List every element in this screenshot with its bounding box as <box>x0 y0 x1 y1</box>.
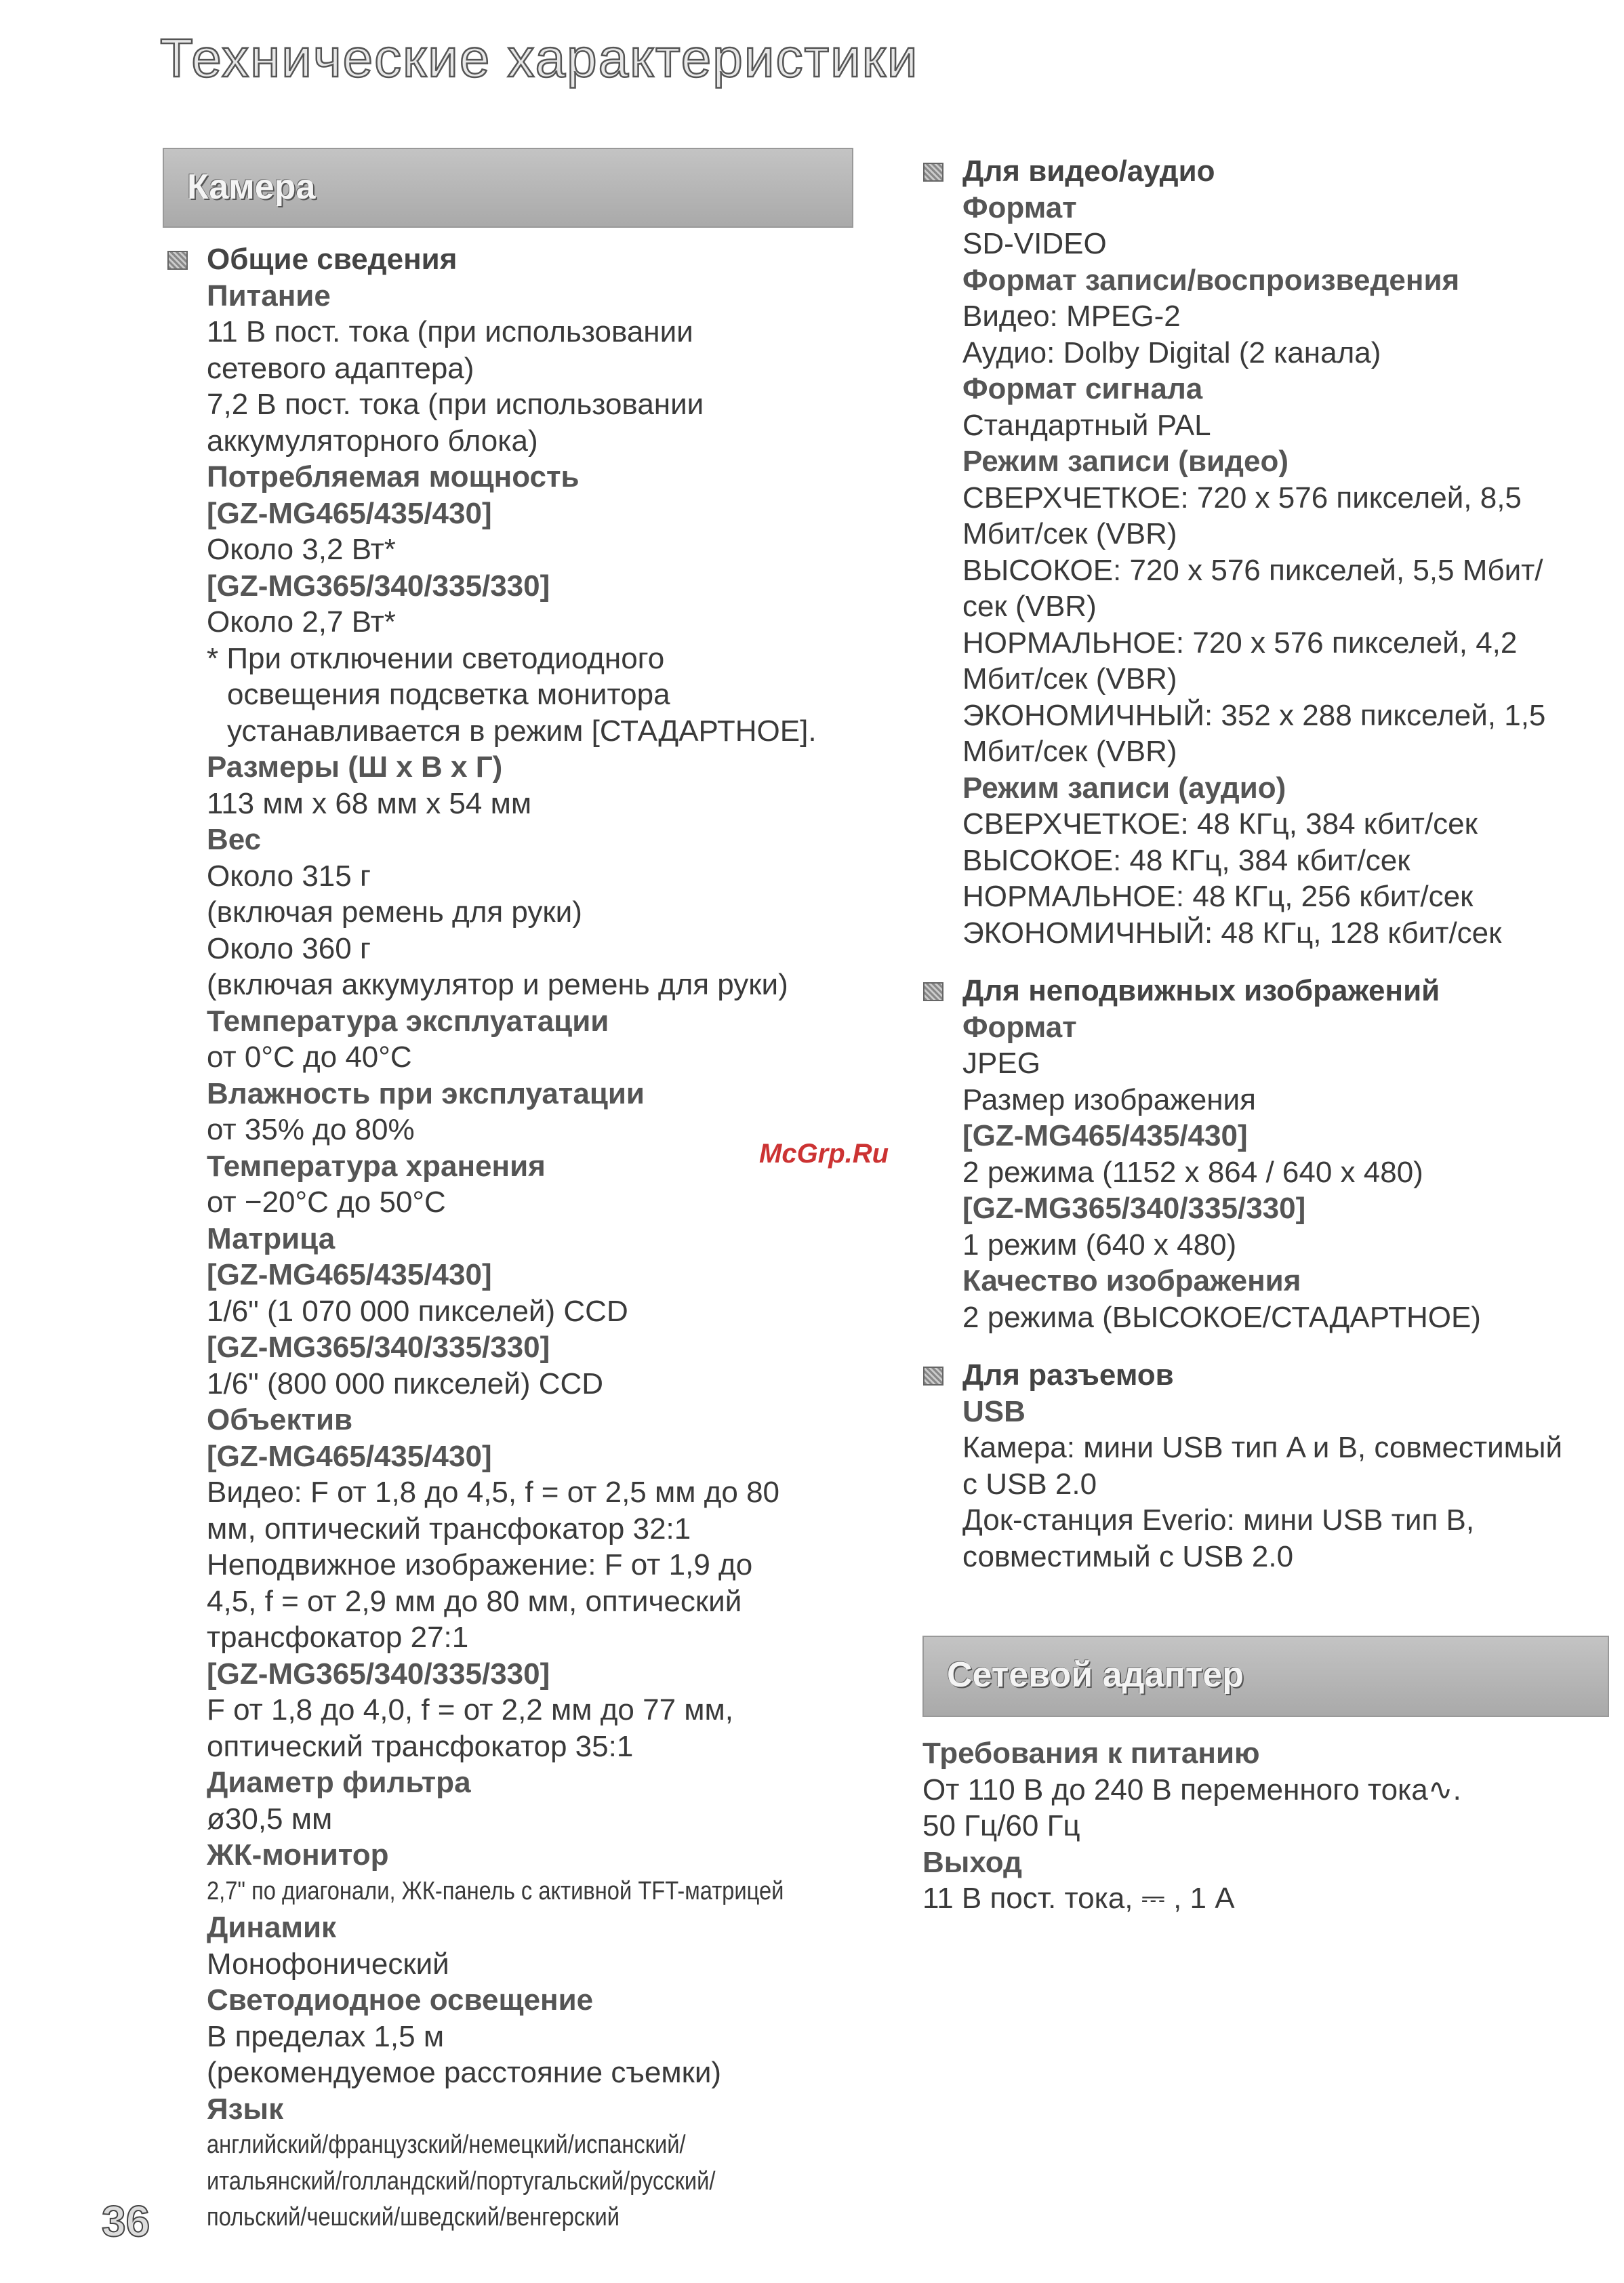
spec-value <box>207 386 857 423</box>
spec-label <box>207 822 857 858</box>
subsection-heading <box>962 1357 1613 1394</box>
line-text: мм, оптический трансфокатор 32:1 <box>207 1512 691 1545</box>
line-text: [GZ-MG365/340/335/330] <box>207 1657 550 1691</box>
line-text: оптический трансфокатор 35:1 <box>207 1729 634 1763</box>
spec-label <box>962 1190 1613 1227</box>
line-text: F от 1,8 до 4,0, f = от 2,2 мм до 77 мм, <box>207 1693 733 1726</box>
spec-value <box>207 1184 857 1221</box>
line-text: Мбит/сек (VBR) <box>962 735 1177 768</box>
line-text: 2 режима (ВЫСОКОЕ/СТАДАРТНОЕ) <box>962 1300 1481 1334</box>
line-text: 2 режима (1152 x 864 / 640 x 480) <box>962 1155 1423 1189</box>
line-text: совместимый с USB 2.0 <box>962 1539 1294 1573</box>
line-text: 11 В пост. тока (при использовании <box>207 315 693 348</box>
section-header-label: Сетевой адаптер <box>947 1655 1244 1695</box>
spec-value <box>962 843 1613 879</box>
spec-value <box>962 1430 1613 1466</box>
line-text: 50 Гц/60 Гц <box>922 1809 1080 1842</box>
line-text: Около 2,7 Вт* <box>207 605 396 639</box>
line-text: от 35% до 80% <box>207 1113 415 1146</box>
line-text: [GZ-MG365/340/335/330] <box>207 569 550 603</box>
spec-label <box>962 443 1613 480</box>
line-text: 1/6" (1 070 000 пикселей) CCD <box>207 1294 628 1328</box>
line-text: Видео: MPEG-2 <box>962 300 1181 333</box>
line-text: Камера: мини USB тип A и B, совместимый <box>962 1431 1563 1464</box>
line-text: Для разъемов <box>962 1358 1174 1392</box>
spec-value <box>962 1502 1613 1539</box>
spec-value <box>207 423 857 460</box>
spec-value <box>962 1045 1613 1082</box>
spec-label <box>207 278 857 315</box>
spec-value <box>207 2164 767 2200</box>
line-text: Объектив <box>207 1403 353 1436</box>
spec-value <box>207 1801 857 1838</box>
spec-value <box>207 1583 857 1620</box>
line-text: 2,7" по диагонали, ЖК-панель с активной TFT-матрицей <box>207 1876 784 1905</box>
line-text: Общие сведения <box>207 243 458 276</box>
spec-value <box>962 407 1613 444</box>
line-text: Мбит/сек (VBR) <box>962 662 1177 695</box>
line-text: Язык <box>207 2092 284 2126</box>
line-text: Формат <box>962 1010 1077 1044</box>
spec-label <box>922 1844 1600 1881</box>
spec-label <box>962 262 1613 299</box>
spec-value <box>962 806 1613 843</box>
spec-value <box>962 878 1613 915</box>
square-bullet-icon <box>167 251 188 270</box>
line-text: Динамик <box>207 1911 337 1944</box>
spec-label <box>962 1118 1613 1154</box>
spec-label <box>962 190 1613 226</box>
spec-value <box>962 1227 1613 1264</box>
line-text: 1/6" (800 000 пикселей) CCD <box>207 1367 604 1400</box>
spec-value <box>962 733 1613 770</box>
line-text: Около 315 г <box>207 859 371 893</box>
square-bullet-icon <box>923 1367 943 1386</box>
line-text: * При отключении светодиодного <box>207 641 665 675</box>
line-text: Размер изображения <box>962 1083 1256 1116</box>
line-text: СВЕРХЧЕТКОЕ: 48 КГц, 384 кбит/сек <box>962 807 1478 841</box>
spec-value <box>207 1366 857 1402</box>
line-text: НОРМАЛЬНОЕ: 48 КГц, 256 кбит/сек <box>962 880 1474 913</box>
line-text: (включая аккумулятор и ремень для руки) <box>207 968 788 1001</box>
section-header-label: Камера <box>187 167 316 207</box>
line-text: JPEG <box>962 1047 1040 1080</box>
line-text: [GZ-MG465/435/430] <box>207 1439 492 1473</box>
line-text: освещения подсветка монитора <box>227 678 670 711</box>
subsection-heading <box>962 153 1613 190</box>
square-bullet-icon <box>923 982 943 1001</box>
spec-label <box>207 1910 857 1946</box>
spec-label <box>207 1257 857 1293</box>
spec-value <box>962 698 1613 734</box>
section-header-camera <box>163 148 853 228</box>
line-text: Формат <box>962 190 1077 224</box>
spec-label <box>207 568 857 605</box>
line-text: Видео: F от 1,8 до 4,5, f = от 2,5 мм до 80 <box>207 1476 780 1509</box>
spec-label <box>207 1656 857 1693</box>
line-text: Аудио: Dolby Digital (2 канала) <box>962 336 1381 369</box>
spec-value <box>962 588 1613 625</box>
spec-value <box>207 1293 857 1330</box>
line-text: от −20°C до 50°C <box>207 1186 446 1219</box>
line-text: (включая ремень для руки) <box>207 895 582 929</box>
line-text: Стандартный PAL <box>962 408 1211 442</box>
spec-value <box>962 480 1613 517</box>
spec-label <box>207 749 857 786</box>
line-text: устанавливается в режим [СТАДАРТНОЕ]. <box>227 714 817 748</box>
spec-value <box>207 2019 857 2055</box>
spec-label <box>207 1003 857 1040</box>
square-bullet-icon <box>923 163 943 182</box>
spec-label <box>962 1394 1613 1430</box>
spec-label <box>922 1735 1600 1772</box>
line-text: 7,2 В пост. тока (при использовании <box>207 388 704 421</box>
line-text: Матрица <box>207 1221 336 1255</box>
line-text: USB <box>962 1394 1026 1428</box>
line-text: НОРМАЛЬНОЕ: 720 x 576 пикселей, 4,2 <box>962 626 1518 660</box>
spec-value <box>207 2055 857 2091</box>
line-text: английский/французский/немецкий/испанский/ <box>207 2130 686 2159</box>
spec-label <box>207 1221 857 1257</box>
line-text: В пределах 1,5 м <box>207 2019 445 2053</box>
spec-value <box>922 1880 1600 1917</box>
spec-label <box>207 1402 857 1438</box>
spec-value <box>207 1692 857 1729</box>
spec-value <box>207 858 857 895</box>
spec-value <box>207 2127 767 2164</box>
line-text: Выход <box>922 1845 1022 1879</box>
spec-label <box>207 1764 857 1801</box>
spec-value <box>962 552 1613 589</box>
line-text: [GZ-MG365/340/335/330] <box>962 1192 1306 1225</box>
spec-label <box>207 1329 857 1366</box>
spec-value <box>922 1808 1600 1844</box>
line-text: Около 3,2 Вт* <box>207 533 396 566</box>
line-text: Для видео/аудио <box>962 155 1215 188</box>
line-text: итальянский/голландский/португальский/русский/ <box>207 2166 716 2196</box>
spec-value <box>207 786 857 822</box>
spec-value <box>207 1474 857 1511</box>
line-text: Формат записи/воспроизведения <box>962 263 1460 297</box>
line-text: СВЕРХЧЕТКОЕ: 720 x 576 пикселей, 8,5 <box>962 481 1522 514</box>
line-text: Для неподвижных изображений <box>962 974 1440 1007</box>
line-text: [GZ-MG465/435/430] <box>962 1119 1248 1152</box>
line-text: сек (VBR) <box>962 590 1097 623</box>
line-text: Диаметр фильтра <box>207 1766 471 1799</box>
spec-value <box>962 226 1613 262</box>
line-text: ВЫСОКОЕ: 720 x 576 пикселей, 5,5 Мбит/ <box>962 553 1543 587</box>
spec-value <box>207 314 857 350</box>
line-text: сетевого адаптера) <box>207 351 474 385</box>
subsection-heading <box>207 241 857 278</box>
watermark: McGrp.Ru <box>759 1139 889 1169</box>
spec-value <box>207 1874 784 1910</box>
spec-label <box>962 1263 1613 1299</box>
line-text: от 0°C до 40°C <box>207 1041 412 1074</box>
line-text: Температура эксплуатации <box>207 1004 609 1038</box>
line-text: ЖК-монитор <box>207 1838 389 1872</box>
spec-value <box>207 1729 857 1765</box>
line-text: Светодиодное освещение <box>207 1983 594 2017</box>
line-text: SD-VIDEO <box>962 227 1107 260</box>
spec-value <box>207 604 857 641</box>
spec-label <box>207 1438 857 1475</box>
line-text: Мбит/сек (VBR) <box>962 517 1177 550</box>
spec-label <box>207 2091 857 2128</box>
spec-value <box>207 1039 857 1076</box>
spec-value <box>207 531 857 568</box>
spacer <box>962 1335 1613 1357</box>
line-text: [GZ-MG365/340/335/330] <box>207 1331 550 1364</box>
spacer <box>962 951 1613 973</box>
spec-label <box>207 1982 857 2019</box>
line-text: аккумуляторного блока) <box>207 424 538 458</box>
spec-value <box>962 1539 1613 1575</box>
page-number: 36 <box>102 2197 150 2246</box>
line-text: [GZ-MG465/435/430] <box>207 496 492 530</box>
line-text: Монофонический <box>207 1947 449 1981</box>
spec-label <box>207 459 857 496</box>
line-text: Формат сигнала <box>962 372 1203 405</box>
spec-label <box>207 1837 857 1874</box>
spec-value <box>207 641 857 677</box>
spec-value <box>962 335 1613 371</box>
line-text: ЭКОНОМИЧНЫЙ: 48 КГц, 128 кбит/сек <box>962 916 1502 950</box>
line-text: c USB 2.0 <box>962 1467 1097 1501</box>
spec-value <box>207 931 857 967</box>
line-text: Питание <box>207 279 331 312</box>
spec-value <box>962 661 1613 698</box>
spec-value <box>207 2200 767 2236</box>
line-text: Режим записи (аудио) <box>962 771 1286 805</box>
line-text: трансфокатор 27:1 <box>207 1621 469 1654</box>
line-text: польский/чешский/шведский/венгерский <box>207 2203 620 2231</box>
line-text: Док-станция Everio: мини USB тип B, <box>962 1503 1475 1537</box>
spec-value <box>207 676 857 713</box>
page-title: Технические характеристики <box>160 28 919 88</box>
spec-value <box>207 350 857 387</box>
spec-label <box>207 1076 857 1112</box>
spec-label <box>207 496 857 532</box>
line-text: Неподвижное изображение: F от 1,9 до <box>207 1548 753 1581</box>
line-text: От 110 В до 240 В переменного тока∿. <box>922 1773 1461 1806</box>
spec-value <box>962 915 1613 952</box>
line-text: Около 360 г <box>207 931 371 965</box>
line-text: Качество изображения <box>962 1264 1301 1297</box>
spec-value <box>207 1547 857 1583</box>
spec-value <box>962 298 1613 335</box>
line-text: ЭКОНОМИЧНЫЙ: 352 x 288 пикселей, 1,5 <box>962 698 1546 732</box>
line-text: 113 мм x 68 мм x 54 мм <box>207 786 532 820</box>
spec-value <box>962 1082 1613 1118</box>
line-text: Размеры (Ш x В x Г) <box>207 750 503 784</box>
line-text: Требования к питанию <box>922 1737 1260 1770</box>
line-text: 4,5, f = от 2,9 мм до 80 мм, оптический <box>207 1584 742 1618</box>
line-text: Вес <box>207 823 262 856</box>
spec-value <box>207 967 857 1003</box>
spec-value <box>207 1511 857 1548</box>
spec-value <box>922 1772 1600 1809</box>
section-header-adapter <box>922 1636 1609 1717</box>
spec-value <box>962 1466 1613 1503</box>
subsection-heading <box>962 973 1613 1009</box>
line-text: 11 В пост. тока, ⎓ , 1 A <box>922 1882 1235 1915</box>
spec-value <box>962 1154 1613 1191</box>
spec-value <box>962 625 1613 662</box>
right-column <box>962 153 1613 1575</box>
spec-label <box>962 770 1613 807</box>
line-text: (рекомендуемое расстояние съемки) <box>207 2056 722 2089</box>
line-text: Температура хранения <box>207 1149 546 1183</box>
spec-label <box>962 1009 1613 1046</box>
spec-value <box>962 1299 1613 1336</box>
line-text: Потребляемая мощность <box>207 460 580 493</box>
line-text: 1 режим (640 x 480) <box>962 1228 1237 1261</box>
line-text: Влажность при эксплуатации <box>207 1076 645 1110</box>
adapter-column <box>922 1735 1600 1917</box>
left-column <box>207 241 857 2236</box>
line-text: [GZ-MG465/435/430] <box>207 1258 492 1291</box>
line-text: ø30,5 мм <box>207 1802 333 1836</box>
spec-value <box>207 1619 857 1656</box>
line-text: ВЫСОКОЕ: 48 КГц, 384 кбит/сек <box>962 843 1410 877</box>
spec-value <box>207 894 857 931</box>
spec-value <box>207 713 857 750</box>
line-text: Режим записи (видео) <box>962 445 1288 478</box>
spec-label <box>962 371 1613 407</box>
spec-value <box>207 1946 857 1983</box>
spec-value <box>962 516 1613 552</box>
